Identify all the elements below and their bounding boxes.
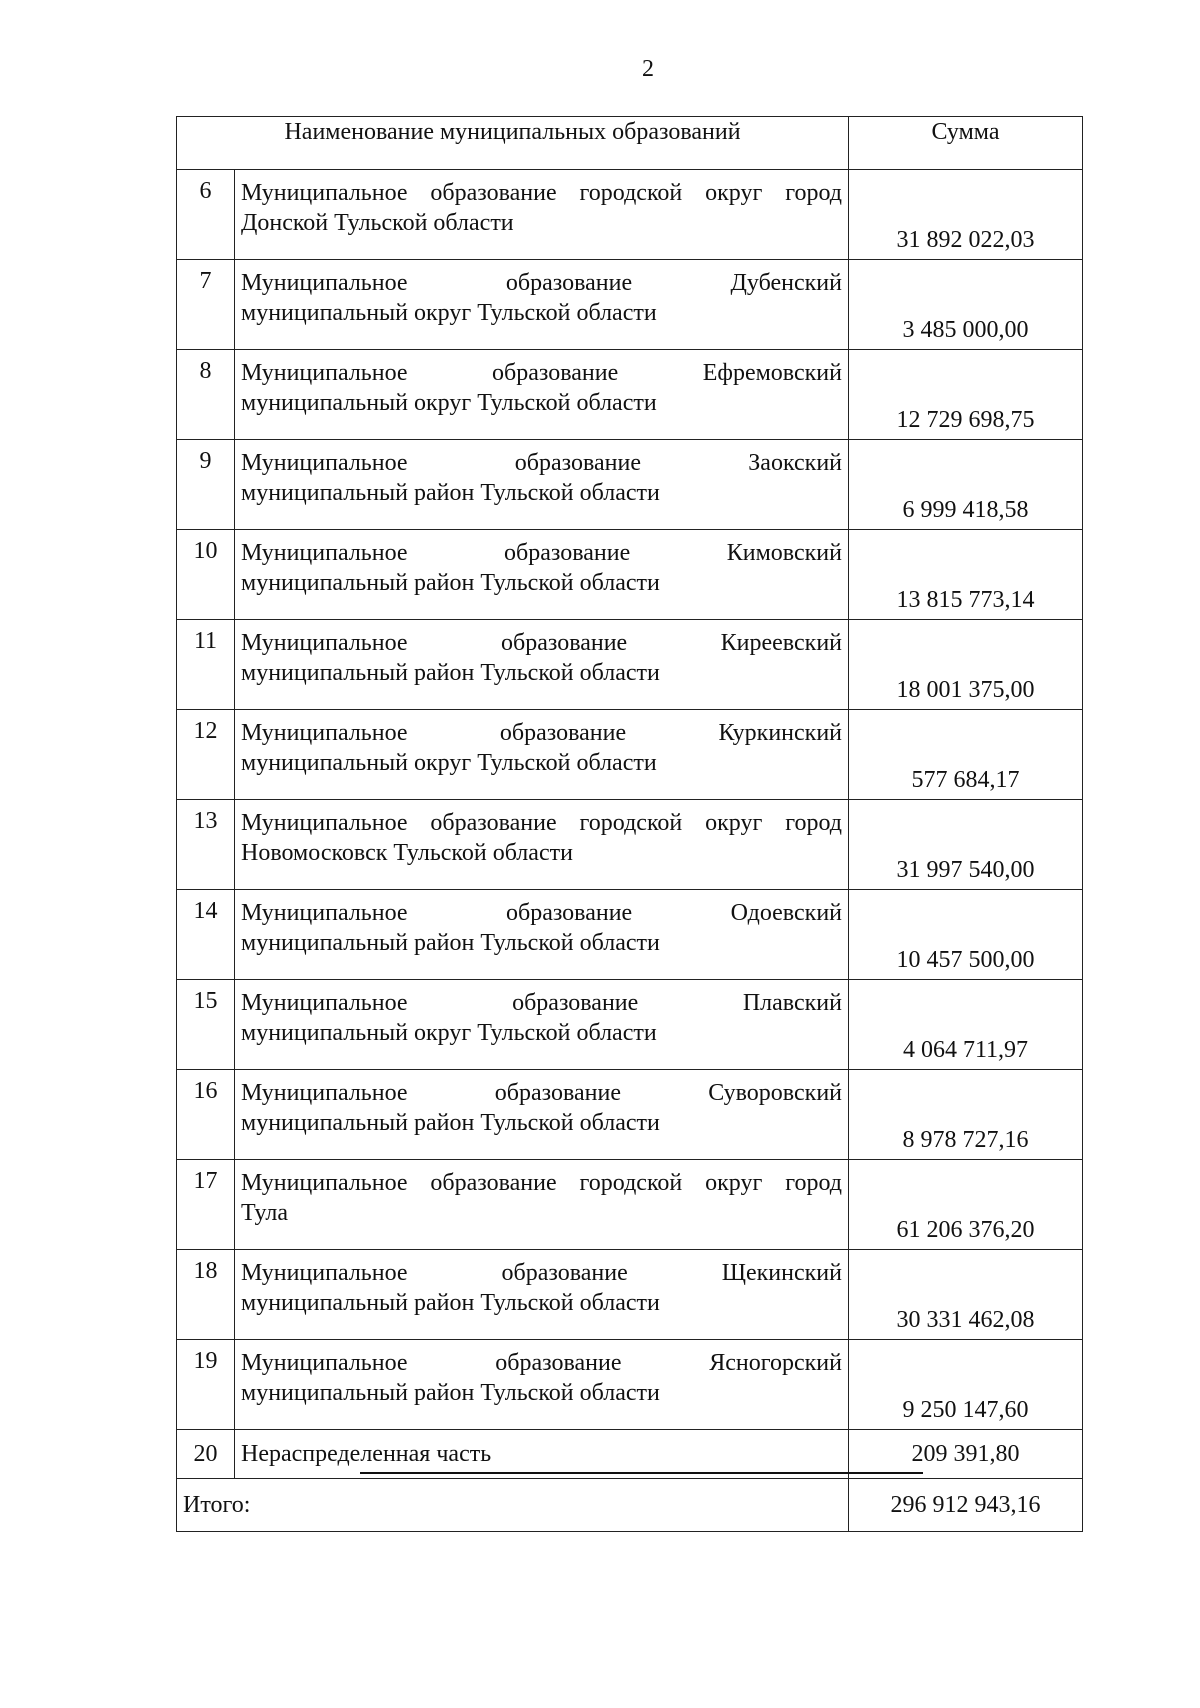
table-row	[177, 170, 1083, 260]
row-name-line-1: Муниципальное образование Щекинский	[241, 1260, 842, 1286]
row-number: 11	[177, 620, 235, 710]
row-name	[235, 800, 849, 890]
row-name-line-2: Тула	[241, 1200, 289, 1226]
row-name	[235, 1160, 849, 1250]
row-name	[235, 710, 849, 800]
row-name	[235, 1250, 849, 1340]
row-sum: 577 684,17	[849, 710, 1083, 800]
table-row	[177, 890, 1083, 980]
row-number: 18	[177, 1250, 235, 1340]
table-row	[177, 260, 1083, 350]
row-name-line-1: Муниципальное образование Киреевский	[241, 630, 842, 656]
row-number: 17	[177, 1160, 235, 1250]
row-number: 20	[177, 1430, 235, 1479]
table-header-row	[177, 117, 1083, 170]
row-name-line-1: Муниципальное образование Куркинский	[241, 720, 842, 746]
row-name-line-2: муниципальный округ Тульской области	[241, 300, 657, 326]
row-sum: 31 892 022,03	[849, 170, 1083, 260]
row-sum: 4 064 711,97	[849, 980, 1083, 1070]
row-name-line-1: Муниципальное образование городской округ город	[241, 1170, 842, 1196]
row-sum: 3 485 000,00	[849, 260, 1083, 350]
row-number: 13	[177, 800, 235, 890]
total-sum: 296 912 943,16	[849, 1479, 1083, 1532]
row-name	[235, 1340, 849, 1430]
row-name-line-1: Муниципальное образование Заокский	[241, 450, 842, 476]
row-name: Нераспределенная часть	[235, 1430, 849, 1479]
row-name-line-2: муниципальный район Тульской области	[241, 930, 660, 956]
row-number: 8	[177, 350, 235, 440]
row-sum: 6 999 418,58	[849, 440, 1083, 530]
row-number: 15	[177, 980, 235, 1070]
row-number: 14	[177, 890, 235, 980]
row-name	[235, 260, 849, 350]
row-sum: 61 206 376,20	[849, 1160, 1083, 1250]
row-name	[235, 440, 849, 530]
row-name-line-1: Муниципальное образование городской округ город	[241, 180, 842, 206]
row-name-line-2: Донской Тульской области	[241, 210, 514, 236]
row-sum: 13 815 773,14	[849, 530, 1083, 620]
row-number: 19	[177, 1340, 235, 1430]
row-name	[235, 530, 849, 620]
row-number: 9	[177, 440, 235, 530]
row-name-line-2: муниципальный район Тульской области	[241, 1290, 660, 1316]
row-name	[235, 1070, 849, 1160]
row-name	[235, 980, 849, 1070]
table-row	[177, 800, 1083, 890]
row-name-line-1: Муниципальное образование Ясногорский	[241, 1350, 842, 1376]
row-sum: 12 729 698,75	[849, 350, 1083, 440]
row-name-line-2: муниципальный округ Тульской области	[241, 1020, 657, 1046]
row-name-line-2: муниципальный район Тульской области	[241, 1110, 660, 1136]
row-sum: 8 978 727,16	[849, 1070, 1083, 1160]
row-name-line-2: муниципальный округ Тульской области	[241, 390, 657, 416]
header-name: Наименование муниципальных образований	[177, 117, 849, 170]
row-number: 6	[177, 170, 235, 260]
row-name-line-2: Новомосковск Тульской области	[241, 840, 573, 866]
row-name-line-2: муниципальный район Тульской области	[241, 480, 660, 506]
table-row	[177, 530, 1083, 620]
row-number: 7	[177, 260, 235, 350]
row-name-line-2: муниципальный район Тульской области	[241, 570, 660, 596]
row-sum: 30 331 462,08	[849, 1250, 1083, 1340]
row-name	[235, 890, 849, 980]
total-label: Итого:	[177, 1479, 849, 1532]
row-sum: 18 001 375,00	[849, 620, 1083, 710]
row-sum: 10 457 500,00	[849, 890, 1083, 980]
row-name-line-2: муниципальный округ Тульской области	[241, 750, 657, 776]
allocation-table	[176, 116, 1083, 1532]
table-row	[177, 1250, 1083, 1340]
row-number: 10	[177, 530, 235, 620]
row-name-line-1: Муниципальное образование Кимовский	[241, 540, 842, 566]
row-name-line-1: Муниципальное образование Одоевский	[241, 900, 842, 926]
table-row	[177, 620, 1083, 710]
page-number: 2	[642, 56, 654, 82]
row-sum: 31 997 540,00	[849, 800, 1083, 890]
table-row	[177, 1340, 1083, 1430]
row-number: 16	[177, 1070, 235, 1160]
row-sum: 9 250 147,60	[849, 1340, 1083, 1430]
row-name-line-1: Муниципальное образование городской округ город	[241, 810, 842, 836]
table-row	[177, 980, 1083, 1070]
row-name	[235, 620, 849, 710]
row-name	[235, 350, 849, 440]
table-row	[177, 1160, 1083, 1250]
row-name-line-2: муниципальный район Тульской области	[241, 1380, 660, 1406]
row-name-line-1: Муниципальное образование Плавский	[241, 990, 842, 1016]
table-row	[177, 440, 1083, 530]
row-name	[235, 170, 849, 260]
row-name-line-1: Муниципальное образование Суворовский	[241, 1080, 842, 1106]
table-row	[177, 350, 1083, 440]
row-sum: 209 391,80	[849, 1430, 1083, 1479]
end-rule	[360, 1472, 923, 1474]
table-row	[177, 710, 1083, 800]
total-row	[177, 1479, 1083, 1532]
header-sum: Сумма	[849, 117, 1083, 170]
row-number: 12	[177, 710, 235, 800]
table-body	[177, 170, 1083, 1532]
row-name-line-1: Муниципальное образование Ефремовский	[241, 360, 842, 386]
row-name-line-1: Муниципальное образование Дубенский	[241, 270, 842, 296]
row-name-line-2: муниципальный район Тульской области	[241, 660, 660, 686]
table-row	[177, 1070, 1083, 1160]
